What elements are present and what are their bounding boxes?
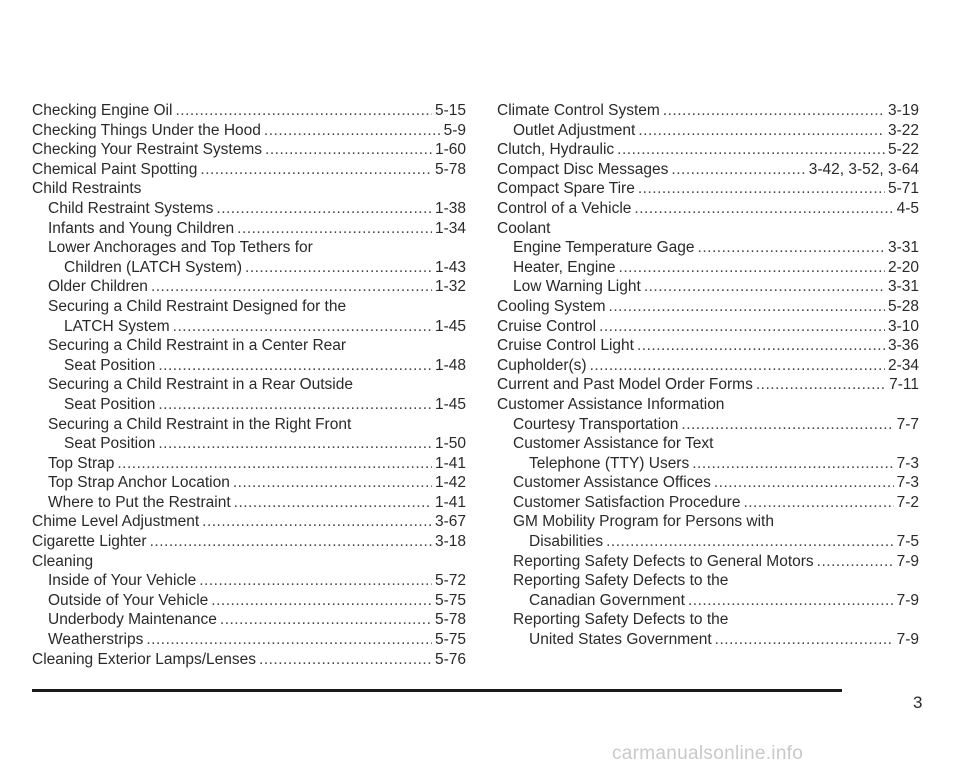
index-entry-title: Cigarette Lighter <box>32 533 147 551</box>
dot-leader <box>714 473 894 493</box>
index-entry-page: 5-15 <box>434 102 466 119</box>
index-heading: Securing a Child Restraint in the Right Front <box>48 415 352 433</box>
dot-leader <box>233 473 432 493</box>
index-entry <box>32 650 466 670</box>
index-entry-page: 5-9 <box>443 121 466 139</box>
index-entry-title: Cooling System <box>497 297 606 315</box>
index-entry-page: 3-36 <box>887 337 919 355</box>
dot-leader <box>681 415 893 435</box>
index-entry-page: 1-50 <box>434 435 466 453</box>
index-entry-title: Climate Control System <box>497 102 660 119</box>
index-entry-page: 7-3 <box>896 474 919 492</box>
index-entry-page: 7-9 <box>896 631 919 649</box>
watermark-text: carmanualsonline.info <box>612 743 804 764</box>
index-heading: Securing a Child Restraint in a Center Rear <box>48 337 347 355</box>
index-entry-page: 1-42 <box>434 474 466 492</box>
index-entry <box>497 415 919 435</box>
index-entry-title: Cleaning Exterior Lamps/Lenses <box>32 650 257 668</box>
index-entry <box>497 258 919 278</box>
index-entry-title: Clutch, Hydraulic <box>497 141 615 159</box>
index-entry-page: 4-5 <box>896 199 919 217</box>
index-entry-page: 5-71 <box>887 180 919 198</box>
index-entry-page: 5-72 <box>434 572 466 590</box>
index-entry <box>497 121 919 141</box>
dot-leader <box>265 140 432 160</box>
dot-leader <box>264 121 441 141</box>
index-entry <box>32 571 466 591</box>
dot-leader <box>237 219 432 239</box>
index-entry-title: Checking Engine Oil <box>32 102 173 119</box>
dot-leader <box>637 336 885 356</box>
index-entry-title: Where to Put the Restraint <box>48 493 231 511</box>
index-entry-page: 1-60 <box>434 141 466 159</box>
index-heading: Securing a Child Restraint Designed for the <box>48 297 347 315</box>
dot-leader <box>216 199 432 219</box>
index-entry <box>497 140 919 160</box>
index-entry <box>32 610 466 630</box>
index-entry <box>497 336 919 356</box>
index-entry-page: 1-41 <box>434 493 466 511</box>
index-entry <box>497 179 919 199</box>
index-entry <box>32 356 466 376</box>
index-entry <box>32 395 466 415</box>
index-entry-page: 7-7 <box>896 415 919 433</box>
index-entry-title: Customer Satisfaction Procedure <box>513 493 741 511</box>
index-entry-title: Checking Things Under the Hood <box>32 121 261 139</box>
index-entry-title: Seat Position <box>64 395 156 413</box>
index-entry-title: Control of a Vehicle <box>497 199 632 217</box>
dot-leader <box>609 297 885 317</box>
index-entry <box>32 140 466 160</box>
index-entry-page: 5-78 <box>434 160 466 178</box>
dot-leader <box>200 160 432 180</box>
index-entry <box>497 630 919 650</box>
index-entry-title: Customer Assistance Offices <box>513 474 711 492</box>
dot-leader <box>634 199 893 219</box>
page-number: 3 <box>913 693 923 712</box>
index-heading: Customer Assistance for Text <box>513 435 714 453</box>
index-entry <box>32 219 466 239</box>
index-entry-title: Top Strap <box>48 454 115 472</box>
index-entry <box>32 434 466 454</box>
dot-leader <box>599 317 885 337</box>
index-entry-title: Telephone (TTY) Users <box>529 454 690 472</box>
index-entry-page: 5-75 <box>434 591 466 609</box>
dot-leader <box>617 140 885 160</box>
index-entry <box>32 473 466 493</box>
index-entry-page: 7-11 <box>889 376 919 394</box>
index-entry <box>32 493 466 513</box>
index-entry-page: 5-78 <box>434 611 466 629</box>
index-heading: Securing a Child Restraint in a Rear Outside <box>48 376 353 394</box>
index-entry-page: 7-9 <box>896 591 919 609</box>
index-entry-title: Weatherstrips <box>48 631 144 649</box>
index-entry <box>32 277 466 297</box>
index-column-right <box>497 101 919 650</box>
index-entry-title: Chemical Paint Spotting <box>32 160 198 178</box>
dot-leader <box>606 532 894 552</box>
dot-leader <box>692 454 893 474</box>
index-entry-page: 5-75 <box>434 631 466 649</box>
index-entry-page: 1-32 <box>434 278 466 296</box>
index-entry-page: 3-67 <box>434 513 466 531</box>
index-entry-page: 1-34 <box>434 219 466 237</box>
index-entry-title: Seat Position <box>64 356 156 374</box>
index-entry-title: Current and Past Model Order Forms <box>497 376 753 394</box>
index-entry-title: United States Government <box>529 631 712 649</box>
dot-leader <box>715 630 894 650</box>
index-entry-page: 2-34 <box>887 356 919 374</box>
dot-leader <box>117 454 432 474</box>
index-entry <box>497 277 919 297</box>
index-entry <box>497 493 919 513</box>
index-entry-title: Disabilities <box>529 533 604 551</box>
index-entry <box>497 160 919 180</box>
index-entry-page: 1-45 <box>434 317 466 335</box>
index-entry-page: 5-22 <box>887 141 919 159</box>
index-entry-page: 3-22 <box>887 121 919 139</box>
index-entry-title: Inside of Your Vehicle <box>48 572 197 590</box>
index-entry <box>497 375 919 395</box>
index-column-left <box>32 101 466 669</box>
index-entry <box>32 160 466 180</box>
index-entry <box>497 552 919 572</box>
dot-leader <box>644 277 885 297</box>
index-entry-title: Canadian Government <box>529 591 685 609</box>
index-entry <box>32 512 466 532</box>
dot-leader <box>638 121 885 141</box>
index-entry <box>32 258 466 278</box>
index-entry-title: Child Restraint Systems <box>48 199 214 217</box>
dot-leader <box>671 160 805 180</box>
index-entry-page: 3-42, 3-52, 3-64 <box>808 160 919 178</box>
dot-leader <box>151 277 432 297</box>
index-entry <box>32 199 466 219</box>
index-heading: Customer Assistance Information <box>497 395 725 413</box>
dot-leader <box>663 101 885 121</box>
index-entry-page: 5-28 <box>887 297 919 315</box>
index-entry <box>32 101 466 121</box>
index-entry-title: Infants and Young Children <box>48 219 235 237</box>
dot-leader <box>590 356 885 376</box>
dot-leader <box>638 179 885 199</box>
dot-leader <box>245 258 432 278</box>
index-entry <box>497 317 919 337</box>
index-entry-title: Outlet Adjustment <box>513 121 636 139</box>
index-entry-page: 3-31 <box>887 278 919 296</box>
index-entry-page: 1-41 <box>434 454 466 472</box>
dot-leader <box>158 356 432 376</box>
index-entry <box>497 532 919 552</box>
index-entry-title: Older Children <box>48 278 148 296</box>
dot-leader <box>146 630 432 650</box>
index-entry-page: 5-76 <box>434 650 466 668</box>
index-entry-title: Cruise Control <box>497 317 597 335</box>
index-entry-title: Checking Your Restraint Systems <box>32 141 263 159</box>
index-entry-title: Reporting Safety Defects to General Motors <box>513 552 814 570</box>
index-entry <box>497 454 919 474</box>
dot-leader <box>259 650 432 670</box>
index-entry-title: Heater, Engine <box>513 258 616 276</box>
index-entry-page: 3-10 <box>887 317 919 335</box>
index-entry-title: Top Strap Anchor Location <box>48 474 230 492</box>
index-entry-title: Underbody Maintenance <box>48 611 217 629</box>
index-entry-page: 7-9 <box>896 552 919 570</box>
index-heading: Coolant <box>497 219 551 237</box>
index-entry <box>497 297 919 317</box>
index-entry-title: Compact Spare Tire <box>497 180 635 198</box>
index-entry-page: 1-45 <box>434 395 466 413</box>
index-heading: Reporting Safety Defects to the <box>513 572 729 590</box>
dot-leader <box>743 493 893 513</box>
index-entry-page: 3-19 <box>887 102 919 119</box>
index-entry <box>32 630 466 650</box>
dot-leader <box>698 238 885 258</box>
index-entry-page: 3-31 <box>887 239 919 257</box>
index-heading: Cleaning <box>32 552 94 570</box>
index-entry <box>497 473 919 493</box>
index-entry-page: 1-38 <box>434 199 466 217</box>
index-entry-page: 2-20 <box>887 258 919 276</box>
index-entry-title: Children (LATCH System) <box>64 258 243 276</box>
dot-leader <box>158 395 432 415</box>
index-entry <box>497 101 919 121</box>
index-entry-page: 7-3 <box>896 454 919 472</box>
index-entry-title: Seat Position <box>64 435 156 453</box>
dot-leader <box>619 258 885 278</box>
dot-leader <box>211 591 432 611</box>
index-entry-title: Compact Disc Messages <box>497 160 669 178</box>
index-entry-page: 1-43 <box>434 258 466 276</box>
index-entry-title: Outside of Your Vehicle <box>48 591 209 609</box>
bottom-rule <box>32 689 842 692</box>
index-entry-title: LATCH System <box>64 317 170 335</box>
index-entry <box>32 532 466 552</box>
dot-leader <box>756 375 886 395</box>
dot-leader <box>202 512 432 532</box>
index-entry-title: Cruise Control Light <box>497 337 634 355</box>
index-entry <box>497 238 919 258</box>
dot-leader <box>175 101 432 121</box>
index-heading: Child Restraints <box>32 180 142 198</box>
dot-leader <box>688 591 894 611</box>
index-entry-page: 7-2 <box>896 493 919 511</box>
index-heading: Reporting Safety Defects to the <box>513 611 729 629</box>
dot-leader <box>234 493 432 513</box>
index-entry-page: 7-5 <box>896 533 919 551</box>
dot-leader <box>817 552 894 572</box>
index-entry <box>497 356 919 376</box>
index-entry <box>32 454 466 474</box>
index-heading: Lower Anchorages and Top Tethers for <box>48 239 313 257</box>
index-entry-page: 3-18 <box>434 533 466 551</box>
index-entry <box>497 591 919 611</box>
index-entry <box>32 317 466 337</box>
index-entry <box>32 121 466 141</box>
index-entry-title: Cupholder(s) <box>497 356 587 374</box>
dot-leader <box>150 532 432 552</box>
index-entry-title: Courtesy Transportation <box>513 415 679 433</box>
index-entry-page: 1-48 <box>434 356 466 374</box>
dot-leader <box>158 434 432 454</box>
dot-leader <box>173 317 432 337</box>
index-entry <box>497 199 919 219</box>
dot-leader <box>199 571 432 591</box>
index-entry-title: Low Warning Light <box>513 278 641 296</box>
index-entry <box>32 591 466 611</box>
index-entry-title: Chime Level Adjustment <box>32 513 200 531</box>
index-entry-title: Engine Temperature Gage <box>513 239 695 257</box>
index-heading: GM Mobility Program for Persons with <box>513 513 774 531</box>
dot-leader <box>220 610 432 630</box>
